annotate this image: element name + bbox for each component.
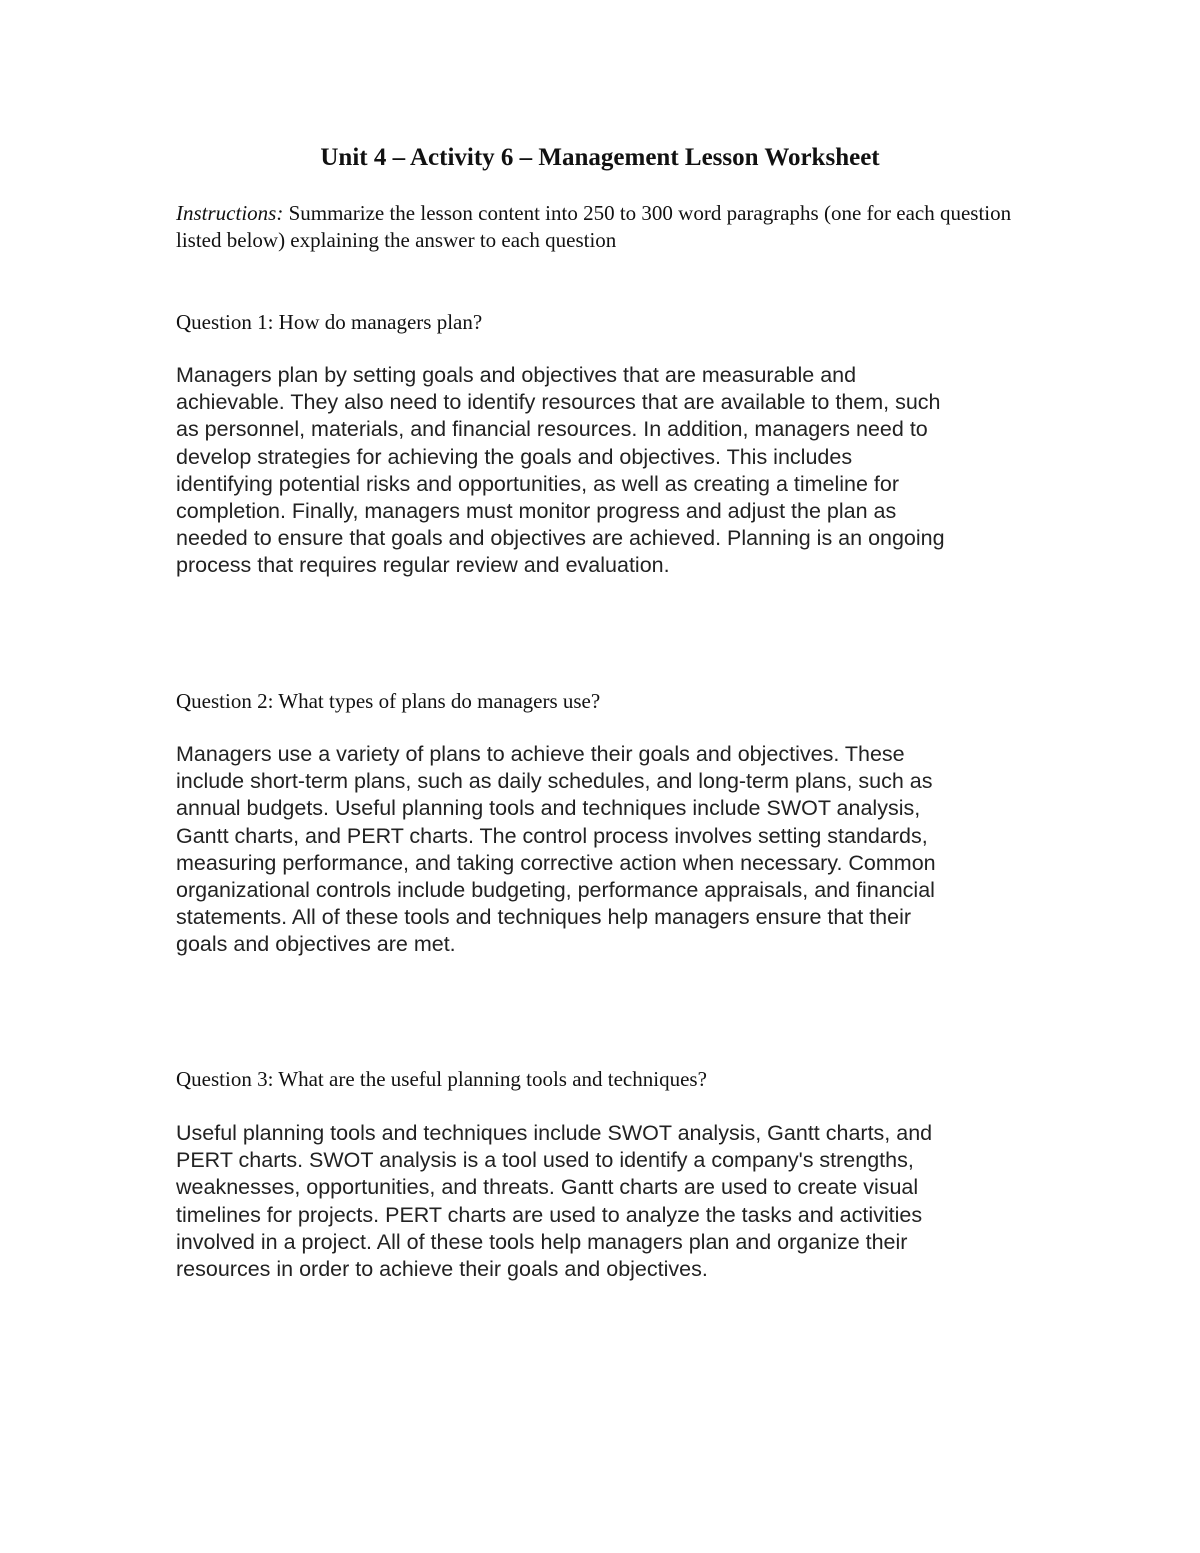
answer-line: achievable. They also need to identify resources that are available to them, such: [176, 390, 941, 415]
answer-line: measuring performance, and taking corrective action when necessary. Common: [176, 850, 936, 875]
instructions-label: Instructions:: [176, 201, 284, 225]
answer-line: process that requires regular review and evaluation.: [176, 553, 670, 578]
answer-line: completion. Finally, managers must monitor progress and adjust the plan as: [176, 499, 897, 524]
question-1-heading: Question 1: How do managers plan?: [176, 310, 483, 334]
answer-line: organizational controls include budgeting, performance appraisals, and financial: [176, 878, 935, 903]
answer-line: annual budgets. Useful planning tools and techniques include SWOT analysis,: [176, 796, 921, 821]
answer-line: resources in order to achieve their goals and objectives.: [176, 1257, 708, 1282]
instructions-paragraph: [176, 200, 1016, 254]
answer-line: timelines for projects. PERT charts are used to analyze the tasks and activities: [176, 1202, 923, 1227]
answer-line: involved in a project. All of these tools help managers plan and organize their: [176, 1229, 908, 1254]
answer-line: Gantt charts, and PERT charts. The control process involves setting standards,: [176, 823, 928, 848]
answer-line: goals and objectives are met.: [176, 932, 456, 957]
answer-line: identifying potential risks and opportunities, as well as creating a timeline for: [176, 471, 900, 496]
answer-line: statements. All of these tools and techniques help managers ensure that their: [176, 905, 912, 930]
page-title: Unit 4 – Activity 6 – Management Lesson Worksheet: [320, 144, 880, 171]
answer-line: develop strategies for achieving the goals and objectives. This includes: [176, 444, 853, 469]
answer-line: needed to ensure that goals and objectives are achieved. Planning is an ongoing: [176, 526, 945, 551]
answer-line: include short-term plans, such as daily schedules, and long-term plans, such as: [176, 769, 933, 794]
answer-line: Managers plan by setting goals and objectives that are measurable and: [176, 363, 857, 387]
question-3-heading: Question 3: What are the useful planning tools and techniques?: [176, 1067, 707, 1091]
answer-line: PERT charts. SWOT analysis is a tool used to identify a company's strengths,: [176, 1148, 914, 1173]
question-2-heading: Question 2: What types of plans do managers use?: [176, 689, 601, 713]
answer-2-paragraph: [176, 741, 1026, 959]
answer-line: as personnel, materials, and financial resources. In addition, managers need to: [176, 417, 928, 442]
instructions-text: Summarize the lesson content into 250 to 300 word paragraphs (one for each question listed below) explaining the answer to each question: [176, 201, 1012, 252]
answer-3-paragraph: [176, 1120, 1026, 1283]
answer-line: Useful planning tools and techniques include SWOT analysis, Gantt charts, and: [176, 1121, 933, 1145]
answer-line: weaknesses, opportunities, and threats. Gantt charts are used to create visual: [176, 1175, 919, 1200]
answer-1-paragraph: [176, 362, 1026, 580]
answer-line: Managers use a variety of plans to achieve their goals and objectives. These: [176, 742, 905, 766]
